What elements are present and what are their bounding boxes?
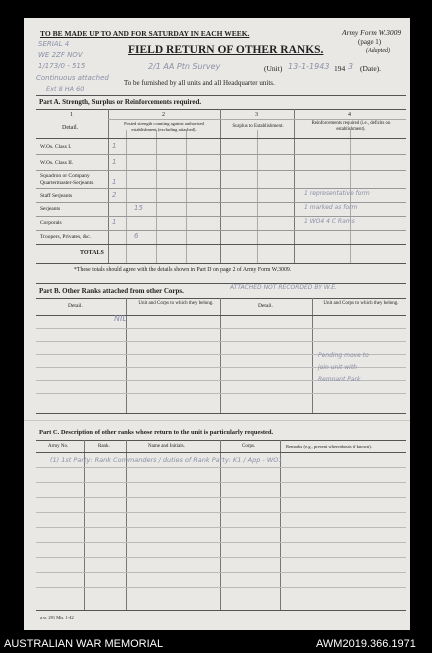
part-c-col: Remarks (e.g., present whereabouts if known). xyxy=(286,444,372,449)
hw-part-b-remark: join unit with xyxy=(318,364,357,371)
part-b-table-bottom xyxy=(36,413,406,414)
page-number: (page 1) xyxy=(358,38,382,46)
part-a-row-value: 1 xyxy=(112,178,117,186)
part-c-table-bottom xyxy=(36,610,406,611)
part-a-col-line-3 xyxy=(294,109,295,263)
hw-unit: 2/1 AA Ptn Survey xyxy=(148,62,221,71)
part-a-reinf-note: 1 WO4 4 C Rams xyxy=(304,218,355,225)
part-a-row-value: 15 xyxy=(134,204,143,212)
date-label: (Date). xyxy=(360,64,382,73)
part-a-colnum-2: 2 xyxy=(162,112,165,118)
hw-top-left-2: WE 2ZF NOV xyxy=(38,51,83,59)
part-a-row-value: 2 xyxy=(112,191,117,199)
part-b-rule xyxy=(36,283,406,284)
footer-accession: AWM2019.366.1971 xyxy=(316,638,416,650)
part-a-table-top xyxy=(36,109,406,110)
part-c-col: Rank. xyxy=(98,444,110,449)
part-a-reinf-note: 1 marked as form xyxy=(304,204,358,211)
part-a-row-value: 6 xyxy=(134,232,139,240)
hw-top-left-1: SERIAL 4 xyxy=(38,40,70,48)
part-a-heading: Part A. Strength, Surplus or Reinforcements required. xyxy=(39,98,202,106)
part-b-table-top xyxy=(36,298,406,299)
part-a-header-bottom xyxy=(36,138,406,139)
hw-nil: NIL xyxy=(114,314,127,323)
part-a-col-line-1 xyxy=(108,109,109,263)
part-a-row-label: Squadron or Company Quartermaster-Serjeants xyxy=(40,173,94,186)
part-a-col-detail: Detail. xyxy=(62,125,79,131)
year-prefix: 194 xyxy=(334,64,346,73)
part-a-row-label: Troopers, Privates, &c. xyxy=(40,234,91,240)
part-a-row-label: Corporals xyxy=(40,220,62,226)
fold-line xyxy=(24,420,410,421)
print-code: a.w. 291 Mis. 1-42 xyxy=(40,615,74,620)
hw-top-left-5: Ext 8 HA 60 xyxy=(46,85,85,93)
part-a-col-posted: Posted strength counting against authorised establishment (excluding attached). xyxy=(124,121,204,132)
part-c-col-line xyxy=(126,440,127,610)
part-a-reinf-note: 1 representative form xyxy=(304,190,370,197)
part-a-footnote: *These totals should agree with the details shown in Part D on page 2 of Army Form W.3009. xyxy=(74,267,292,273)
form-title: FIELD RETURN OF OTHER RANKS. xyxy=(128,44,324,56)
part-b-heading: Part B. Other Ranks attached from other Corps. xyxy=(39,287,184,295)
part-a-row-value: 1 xyxy=(112,158,117,166)
part-a-col-line-2 xyxy=(220,109,221,263)
part-a-row-label: Serjeants xyxy=(40,206,61,212)
furnish-note: To be furnished by all units and all Headquarter units. xyxy=(124,79,275,87)
archive-footer xyxy=(0,634,432,653)
part-a-col-surplus: Surplus to Establishment. xyxy=(232,124,284,129)
part-c-col-line xyxy=(280,440,281,610)
hw-date: 13-1-1943 xyxy=(288,62,330,71)
part-c-table-top xyxy=(36,440,406,441)
hw-part-b-unit: ATTACHED NOT RECORDED BY W.E. xyxy=(230,284,337,291)
hw-part-c-entry: (1) 1st Party: Rank Commanders / duties of Rank Party: K1 / App - WO1 xyxy=(50,456,283,464)
hw-top-left-4: Continuous attached xyxy=(36,74,109,82)
footer-institution: AUSTRALIAN WAR MEMORIAL xyxy=(4,638,164,650)
hw-year-digit: 3 xyxy=(348,62,354,71)
form-number: Army Form W.3009 xyxy=(342,28,402,37)
part-a-table-bottom xyxy=(36,263,406,264)
part-a-col-reinf: Reinforcements required (i.e., deficits on establishment). xyxy=(311,121,391,132)
unit-label: (Unit) xyxy=(264,64,283,73)
part-b-col-detail-2: Detail. xyxy=(258,303,273,309)
part-a-colnum-4: 4 xyxy=(348,112,351,118)
part-c-col-line xyxy=(220,440,221,610)
part-a-row-value: 1 xyxy=(112,142,117,150)
totals-label: TOTALS xyxy=(80,250,104,256)
part-b-col-unit-2: Unit and Corps to which they belong. xyxy=(323,301,399,306)
part-a-colnum-3: 3 xyxy=(255,112,258,118)
part-c-col: Army No. xyxy=(48,444,69,449)
part-c-col-line xyxy=(84,440,85,610)
part-a-rule xyxy=(36,95,406,96)
hw-top-left-3: 1/173/0 - 515 xyxy=(38,62,86,70)
part-c-heading: Part C. Description of other ranks whose return to the unit is particularly requested. xyxy=(39,429,274,436)
part-a-row-label: W.Os. Class II. xyxy=(40,160,74,166)
top-line: TO BE MADE UP TO AND FOR SATURDAY IN EACH WEEK. xyxy=(40,29,250,38)
hw-part-b-remark: Pending move to xyxy=(318,352,369,359)
part-b-col-unit: Unit and Corps to which they belong. xyxy=(138,301,214,306)
part-c-col: Name and Initials. xyxy=(148,444,185,449)
part-a-row-label: W.Os. Class I. xyxy=(40,144,72,150)
part-a-colnum-1: 1 xyxy=(70,112,73,118)
hw-part-b-remark: Remnant Park xyxy=(318,376,361,383)
adapted-label: (Adapted) xyxy=(366,48,390,54)
form-sheet xyxy=(24,18,410,630)
part-a-row-label: Staff Serjeants xyxy=(40,193,73,199)
part-b-col-detail: Detail. xyxy=(68,303,83,309)
part-c-col: Corps. xyxy=(242,444,256,449)
part-a-row-value: 1 xyxy=(112,218,117,226)
